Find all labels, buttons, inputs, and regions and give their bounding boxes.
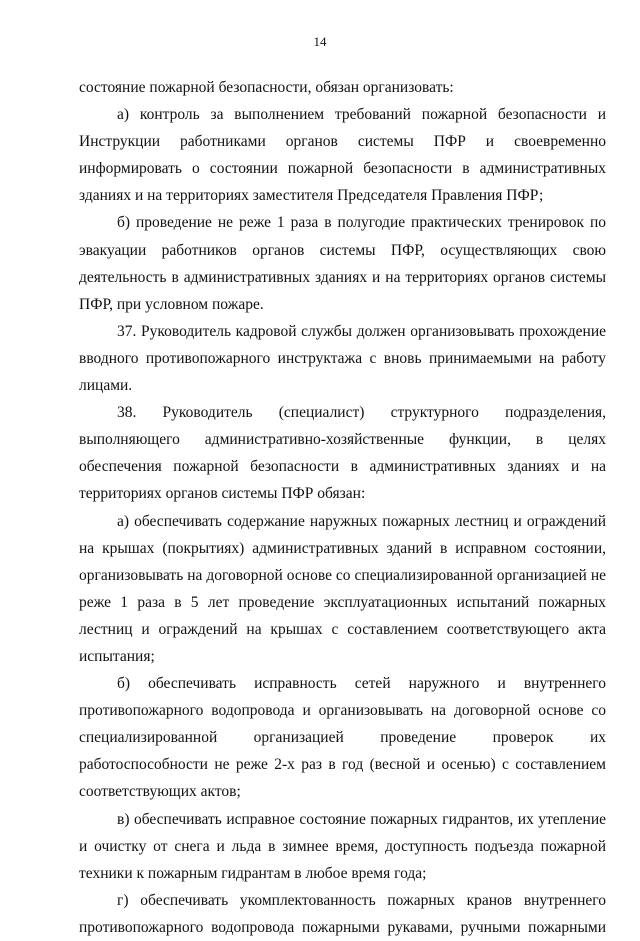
document-body xyxy=(79,74,606,941)
paragraph-item-b-training: б) проведение не реже 1 раза в полугодие практических тренировок по эвакуации работников органов системы ПФР, осуществляющих свою деятельность в административных зданиях и на территориях органов системы ПФР, при условном пожаре. xyxy=(79,214,606,313)
paragraph-item-v-hydrants: в) обеспечивать исправное состояние пожарных гидрантов, их утепление и очистку от снега и льда в зимнее время, доступность подъезда пожарной техники к пожарным гидрантам в любое время года; xyxy=(79,810,606,882)
paragraph-37: 37. Руководитель кадровой службы должен организовывать прохождение вводного противопожарного инструктажа с вновь принимаемыми на работу лицами. xyxy=(79,322,606,395)
paragraph-item-g-hoses: г) обеспечивать укомплектованность пожарных кранов внутреннего противопожарного водопровода пожарными рукавами, ручными пожарными xyxy=(79,891,606,936)
paragraph-38: 38. Руководитель (специалист) структурного подразделения, выполняющего административно-хозяйственные функции, в целях обеспечения пожарной безопасности в административных зданиях и на территориях органов системы ПФР обязан: xyxy=(79,404,606,503)
page-number: 14 xyxy=(313,34,327,49)
paragraph-item-a-control: а) контроль за выполнением требований пожарной безопасности и Инструкции работниками органов системы ПФР и своевременно информировать о состоянии пожарной безопасности в административных зданиях и на территориях заместителя Председателя Правления ПФР; xyxy=(79,106,606,205)
paragraph-item-a-ladders: а) обеспечивать содержание наружных пожарных лестниц и ограждений на крышах (покрытиях) административных зданий в исправном состоянии, организовывать на договорной основе со специализированной организацией не реже 1 раза в 5 лет проведение эксплуатационных испытаний пожарных лестниц и ограждений на крышах с составлением соответствующего акта испытания; xyxy=(79,512,606,665)
paragraph-item-b-water-supply: б) обеспечивать исправность сетей наружного и внутреннего противопожарного водопровода и организовывать на договорной основе со специализированной организацией проведение проверок их работоспособности не реже 2-х раз в год (весной и осенью) с составлением соответствующих актов; xyxy=(79,675,606,801)
paragraph-continuation: состояние пожарной безопасности, обязан организовать: xyxy=(79,79,454,96)
